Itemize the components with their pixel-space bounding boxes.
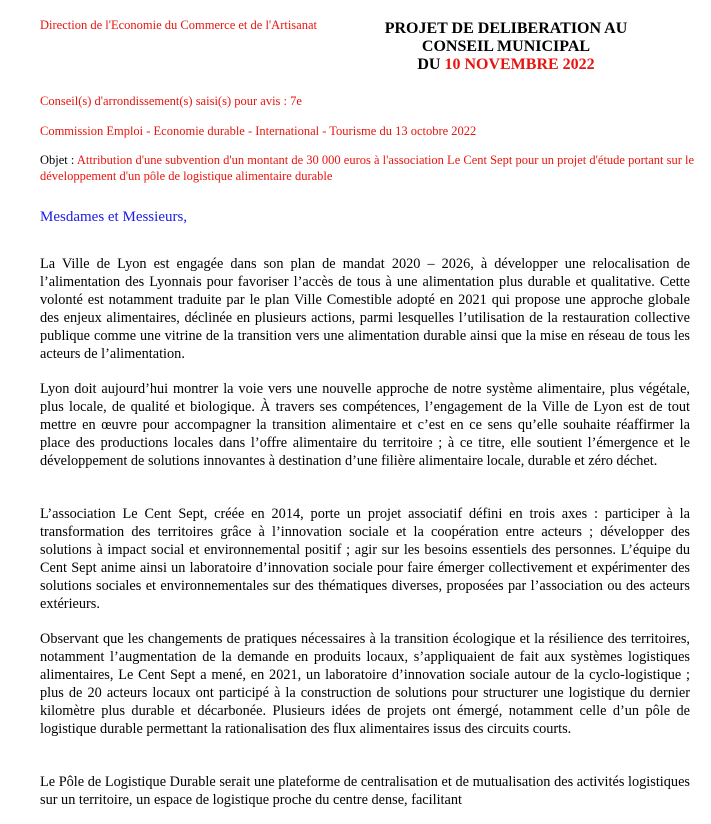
commission-line: Commission Emploi - Economie durable - International - Tourisme du 13 octobre 2022 <box>40 124 477 138</box>
title-du: DU <box>417 56 445 73</box>
salutation: Mesdames et Messieurs, <box>40 209 188 225</box>
objet-label: Objet : <box>40 153 77 167</box>
paragraph-4: Observant que les changements de pratiques nécessaires à la transition écologique et la résilience des territoires, notamment l’augmentation de la demande en produits locaux, s’appliquaient de fait aux systèmes logistiques alimentaires, Le Cent Sept a mené, en 2021, un laboratoire d’innovation sociale autour de la cyclo-logistique ; plus de 20 acteurs locaux ont participé à la construction de solutions pour structurer une logistique du dernier kilomètre plus durable et décarbonée. Plusieurs idées de projets ont émergé, notamment celle d’un pôle de logistique durable permettant la rationalisation des flux alimentaires issus des circuits courts. <box>40 631 690 737</box>
conseil-arrondissement: Conseil(s) d'arrondissement(s) saisi(s) pour avis : 7e <box>40 94 302 108</box>
title-line-1: PROJET DE DELIBERATION AU <box>384 20 628 37</box>
objet-block <box>40 152 695 184</box>
title-line-3 <box>365 56 647 74</box>
paragraph-5: Le Pôle de Logistique Durable serait une plateforme de centralisation et de mutualisation des activités logistiques sur un territoire, un espace de logistique proche du centre dense, facilitant <box>40 774 690 808</box>
paragraph-2: Lyon doit aujourd’hui montrer la voie vers une nouvelle approche de notre système alimentaire, plus végétale, plus locale, de qualité et biologique. À travers ses compétences, l’engagement de la Ville de Lyon est de tout mettre en œuvre pour accompagner la transition alimentaire et c’est en ce sens qu’elle souhaite réaffirmer la place des productions locales dans l’offre alimentaire du territoire ; à ce titre, elle soutient l’émergence et le développement de solutions innovantes à destination d’une filière alimentaire locale, durable et zéro déchet. <box>40 381 690 469</box>
page-title <box>365 20 647 74</box>
title-line-2: CONSEIL MUNICIPAL <box>421 38 591 55</box>
direction-label: Direction de l'Economie du Commerce et de l'Artisanat <box>40 18 317 32</box>
objet-text: Attribution d'une subvention d'un montant de 30 000 euros à l'association Le Cent Sept pour un projet d'étude portant sur le développement d'un pôle de logistique alimentaire durable <box>40 153 695 183</box>
title-date: 10 NOVEMBRE 2022 <box>444 56 595 73</box>
paragraph-3: L’association Le Cent Sept, créée en 2014, porte un projet associatif défini en trois axes : participer à la transformation des territoires grâce à l’innovation sociale et la coopération entre acteurs ; développer des solutions à impact social et environnemental positif ; agir sur les besoins essentiels des personnes. L’équipe du Cent Sept anime ainsi un laboratoire d’innovation sociale pour faire émerger collectivement et expérimenter des solutions sociales et environnementales sur des thématiques diverses, proposées par l’association ou des acteurs extérieurs. <box>40 506 690 612</box>
paragraph-1: La Ville de Lyon est engagée dans son plan de mandat 2020 – 2026, à développer une relocalisation de l’alimentation des Lyonnais pour favoriser l’accès de tous à une alimentation plus durable et qualitative. Cette volonté est notamment traduite par le plan Ville Comestible adopté en 2021 qui propose une approche globale des enjeux alimentaires, déclinée en plusieurs actions, parmi lesquelles l’utilisation de la restauration collective publique comme une vitrine de la transition vers une alimentation durable ainsi que la mise en réseau de tous les acteurs de l’alimentation. <box>40 256 690 362</box>
